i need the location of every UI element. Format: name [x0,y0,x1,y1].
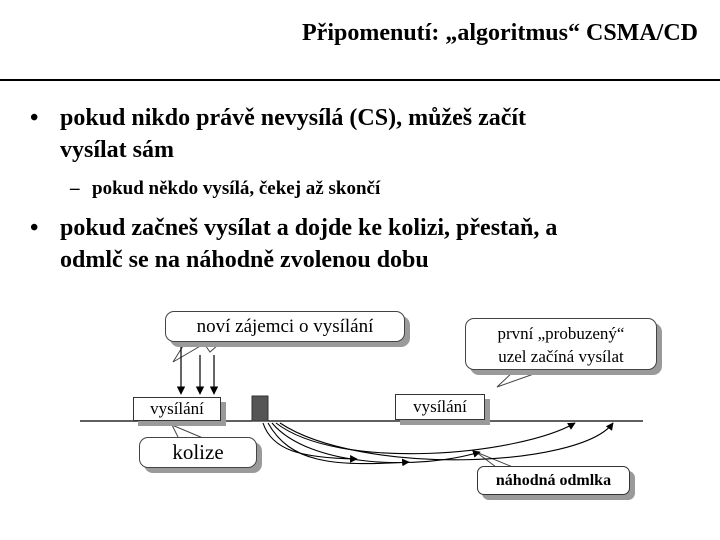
callout-first-tail [497,370,545,387]
bullet-1-line-2: vysílat sám [60,137,174,163]
sub-bullet-marker: – [70,178,80,199]
bullet-2-line-2: odmlč se na náhodně zvolenou dobu [60,247,429,273]
collision-block [252,396,268,421]
sub-bullet: pokud někdo vysílá, čekej až skončí [92,178,381,199]
callout-new-applicants: noví zájemci o vysílání [165,311,405,342]
transmission-box-left: vysílání [133,397,221,421]
callout-first-node [465,318,657,370]
backoff-curve-4 [276,423,575,454]
callout-collision: kolize [139,437,257,468]
bullet-2-line-1: pokud začneš vysílat a dojde ke kolizi, přestaň, a [60,215,558,241]
transmission-box-right: vysílání [395,394,485,420]
bullet-1-line-1: pokud nikdo právě nevysílá (CS), můžeš začít [60,105,527,131]
slide-title: Připomenutí: „algoritmus“ CSMA/CD [302,20,698,46]
bullet-marker-2: • [30,215,39,241]
random-pause-box: náhodná odmlka [477,466,630,495]
callout-first-line-1: první „probuzený“ [497,324,625,343]
bullet-marker-1: • [30,105,39,131]
backoff-curve-3 [272,423,480,463]
callout-first-line-2: uzel začíná vysílat [498,347,624,366]
